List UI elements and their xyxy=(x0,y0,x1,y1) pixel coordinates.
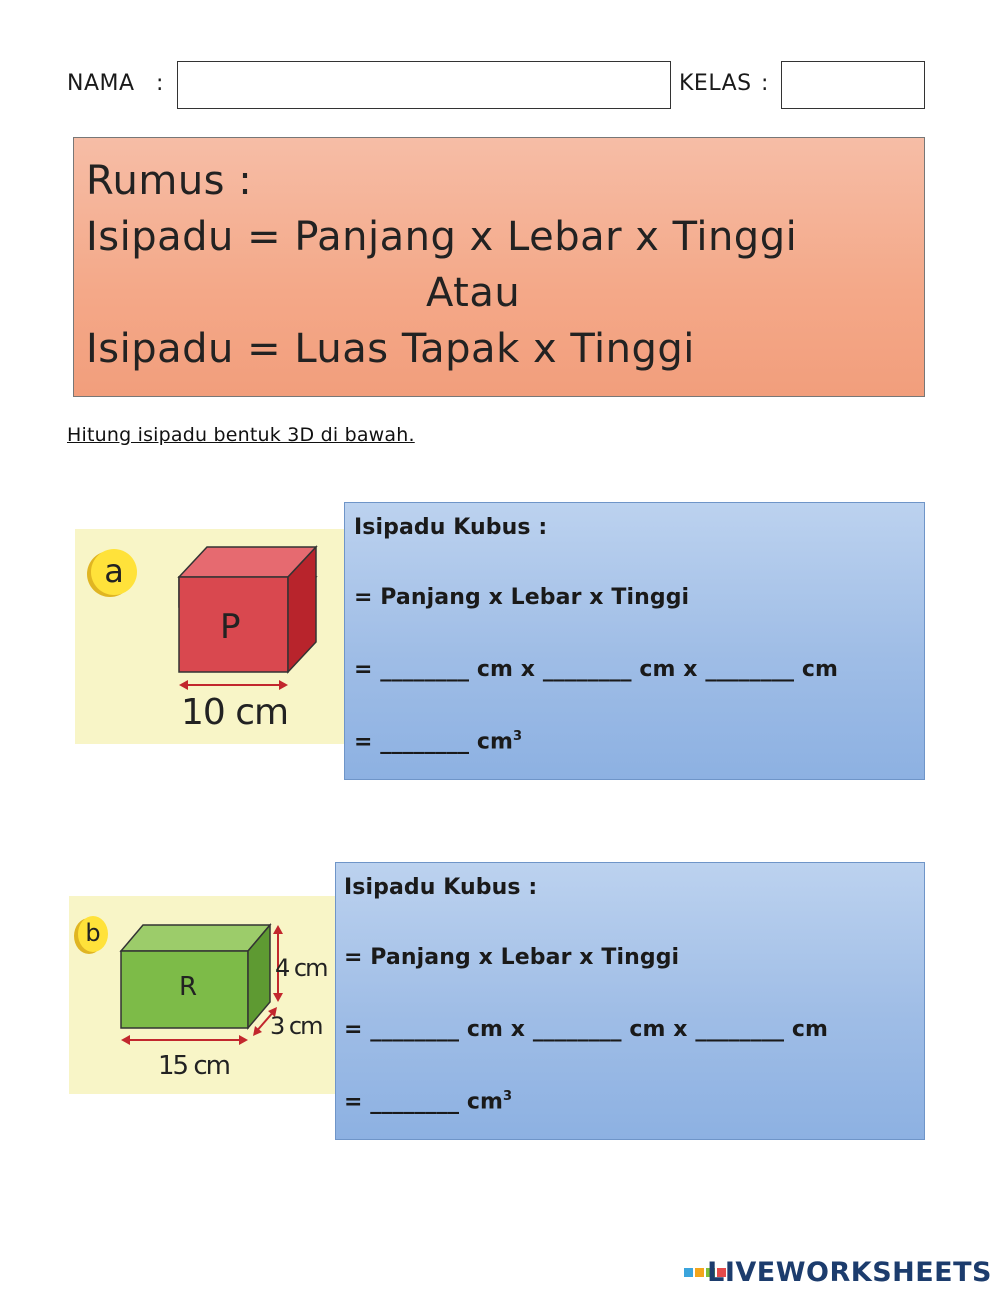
name-label: NAMA xyxy=(67,71,135,96)
calc-formula: = Panjang x Lebar x Tinggi xyxy=(354,585,690,610)
question-b-calc-panel xyxy=(335,862,925,1140)
calc-result-exp: 3 xyxy=(513,729,523,744)
cuboid-width-arrow-left xyxy=(121,1035,130,1045)
class-input[interactable] xyxy=(781,61,925,109)
question-b-badge: b xyxy=(78,916,108,952)
formula-or: Atau xyxy=(426,270,521,316)
name-input[interactable] xyxy=(177,61,671,109)
cuboid-top-face xyxy=(121,925,270,951)
class-colon: : xyxy=(761,71,769,96)
brand-logo-icon xyxy=(683,1267,707,1278)
cuboid-height-label: 4 cm xyxy=(275,954,327,982)
cuboid-height-arrow-bottom xyxy=(273,993,283,1002)
instruction-text: Hitung isipadu bentuk 3D di bawah. xyxy=(67,424,415,446)
class-label: KELAS xyxy=(679,71,752,96)
cuboid-height-arrow-top xyxy=(273,925,283,934)
cube-width-label: 10 cm xyxy=(181,692,289,733)
question-b-image-panel xyxy=(69,896,337,1094)
calc-substitute[interactable]: = ________ cm x ________ cm x ________ cm xyxy=(354,657,839,682)
cube-width-arrow-right xyxy=(279,680,288,690)
cuboid-label: R xyxy=(179,972,198,1002)
brand-footer xyxy=(683,1256,992,1288)
cube-width-arrow-left xyxy=(179,680,188,690)
formula-line-1: Isipadu = Panjang x Lebar x Tinggi xyxy=(86,214,798,260)
cuboid-width-arrow-right xyxy=(239,1035,248,1045)
calc-result-exp: 3 xyxy=(503,1089,513,1104)
formula-line-2: Isipadu = Luas Tapak x Tinggi xyxy=(86,326,695,372)
name-colon: : xyxy=(156,71,164,96)
cuboid-width-label: 15 cm xyxy=(158,1051,229,1081)
calc-substitute[interactable]: = ________ cm x ________ cm x ________ cm xyxy=(344,1017,829,1042)
calc-formula: = Panjang x Lebar x Tinggi xyxy=(344,945,680,970)
formula-title: Rumus : xyxy=(86,158,253,204)
brand-name: LIVEWORKSHEETS xyxy=(707,1257,992,1288)
calc-result-prefix: = ________ cm xyxy=(344,1089,504,1115)
calc-result-prefix: = ________ cm xyxy=(354,729,514,755)
calc-title: Isipadu Kubus : xyxy=(354,515,548,540)
question-a-calc-panel xyxy=(344,502,925,780)
cube-label: P xyxy=(220,607,241,647)
question-a-image-panel xyxy=(75,529,345,744)
calc-result[interactable] xyxy=(354,729,522,754)
calc-result[interactable] xyxy=(344,1089,512,1114)
formula-box xyxy=(73,137,925,397)
calc-title: Isipadu Kubus : xyxy=(344,875,538,900)
question-a-badge: a xyxy=(91,549,137,595)
cuboid-depth-label: 3 cm xyxy=(270,1012,322,1040)
